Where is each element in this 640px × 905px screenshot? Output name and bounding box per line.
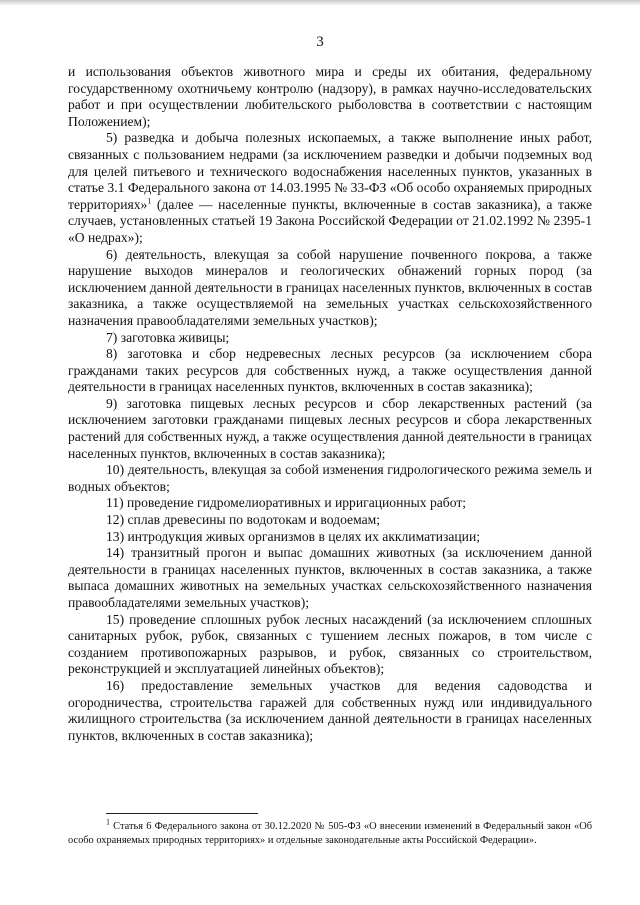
footnote-ref[interactable]: 1 — [147, 196, 152, 206]
list-item-12: 12) сплав древесины по водотокам и водоемам; — [106, 512, 380, 528]
list-item-5 — [68, 130, 592, 246]
list-item-7: 7) заготовка живицы; — [106, 329, 230, 345]
list-item-15: 15) проведение сплошных рубок лесных насаждений (за исключением сплошных санитарных рубок, рубок, связанных с тушением лесных пожаров, в том числе с созданием противопожарных разрывов, и рубок, связанных со строительством, реконструкцией и эксплуатацией линейных объектов); — [68, 611, 592, 677]
footnotes — [68, 817, 592, 847]
list-item-8: 8) заготовка и сбор недревесных лесных ресурсов (за исключением сбора гражданами таких ресурсов для собственных нужд, а также осуществления данной деятельности в границах населенных пунктов, включенных в состав заказника); — [68, 346, 592, 395]
document-body — [68, 64, 592, 744]
footnote-marker: 1 — [106, 817, 110, 827]
list-item-10: 10) деятельность, влекущая за собой изменения гидрологического режима земель и водных объектов; — [68, 462, 592, 494]
list-item-14: 14) транзитный прогон и выпас домашних животных (за исключением данной деятельности в границах населенных пунктов, включенных в состав заказника, а также выпаса домашних животных на земельных участках сельскохозяйственного назначения правообладателями земельных участков); — [68, 545, 592, 610]
list-item-16: 16) предоставление земельных участков для ведения садоводства и огородничества, строительства гаражей для собственных нужд или индивидуального жилищного строительства (за исключением данной деятельности в границах населенных пунктов, включенных в состав заказника); — [68, 677, 592, 743]
list-item-5-text-b: (далее — населенные пункты, включенные в состав заказника), а также случаев, установленных статьей 19 Закона Российской Федерации от 21.02.1992 № 2395-1 «О недрах»); — [68, 196, 592, 245]
footnote-1 — [68, 817, 592, 847]
scan-edge — [0, 0, 640, 6]
paragraph-continued: и использования объектов животного мира и среды их обитания, федеральному государственному охотничьему контролю (надзору), в рамках научно-исследовательских работ и при осуществлении любительского рыболовства в соответствии с настоящим Положением); — [68, 64, 592, 129]
list-item-11: 11) проведение гидромелиоративных и ирригационных работ; — [106, 495, 467, 511]
footnote-divider — [106, 813, 258, 814]
list-item-5-text-a: 5) разведка и добыча полезных ископаемых, а также выполнение иных работ, связанных с пользованием недрами (за исключением разведки и добычи подземных вод для целей питьевого и технического водоснабжения населенных пунктов, указанных в статье 3.1 Федерального закона от 14.03.1995 № 33-ФЗ «Об особо охраняемых природных территориях» — [68, 130, 592, 212]
footnote-text: Статья 6 Федерального закона от 30.12.2020 № 505-ФЗ «О внесении изменений в Федеральный закон «Об особо охраняемых природных территориях» и отдельные законодательные акты Российской Федерации». — [68, 821, 592, 846]
list-item-6: 6) деятельность, влекущая за собой нарушение почвенного покрова, а также нарушение выходов минералов и геологических обнажений горных пород (за исключением данной деятельности в границах населенных пунктов, включенных в состав заказника, а также осуществляемой на земельных участках сельскохозяйственного назначения правообладателями земельных участков); — [68, 246, 592, 328]
page-number: 3 — [316, 34, 324, 50]
list-item-9: 9) заготовка пищевых лесных ресурсов и сбор лекарственных растений (за исключением заготовки гражданами пищевых лесных ресурсов и сбора лекарственных растений для собственных нужд, а также осуществления данной деятельности в границах населенных пунктов, включенных в состав заказника); — [68, 395, 592, 461]
list-item-13: 13) интродукция живых организмов в целях их акклиматизации; — [106, 528, 480, 544]
